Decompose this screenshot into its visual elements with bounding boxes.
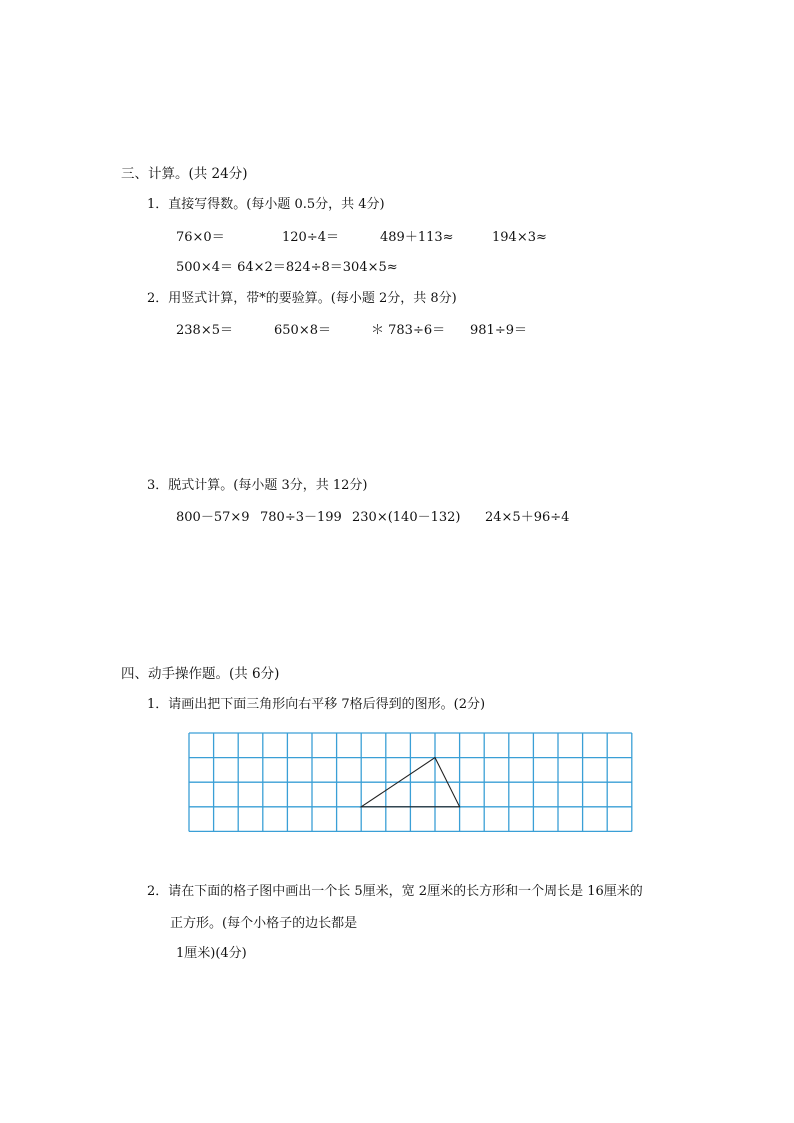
operation-question-2-line: 正方形。(每个小格子的边长都是 [170, 916, 358, 931]
oral-calc-item: 76×0＝ [176, 230, 225, 245]
step-calc-item: 800－57×9 [176, 510, 250, 525]
oral-calc-row: 500×4＝ 64×2＝824÷8＝304×5≈ [176, 260, 398, 275]
oral-calc-item: 489＋113≈ [380, 230, 454, 245]
oral-calc-item: 194×3≈ [492, 230, 547, 245]
vertical-calc-item: ＊ 783÷6＝ [371, 323, 446, 338]
vertical-calc-item: 238×5＝ [176, 323, 233, 338]
question-1-title: 1．直接写得数。(每小题 0.5分，共 4分) [147, 197, 385, 212]
step-calc-item: 230×(140－132) [352, 510, 461, 525]
step-calc-item: 780÷3－199 [260, 510, 342, 525]
translation-grid[interactable] [188, 732, 634, 833]
step-calc-item: 24×5＋96÷4 [485, 510, 570, 525]
oral-calc-item: 120÷4＝ [282, 230, 339, 245]
section-heading-calculation: 三、计算。(共 24分) [121, 166, 248, 182]
operation-question-2-line: 2．请在下面的格子图中画出一个长 5厘米，宽 2厘米的长方形和一个周长是 16厘米的 [147, 884, 643, 899]
operation-question-2-line: 1厘米)(4分) [176, 946, 247, 961]
vertical-calc-item: 650×8＝ [274, 323, 331, 338]
question-2-title: 2．用竖式计算，带*的要验算。(每小题 2分，共 8分) [147, 291, 457, 306]
operation-question-1-title: 1．请画出把下面三角形向右平移 7格后得到的图形。(2分) [147, 697, 486, 712]
section-heading-hands-on: 四、动手操作题。(共 6分) [121, 666, 280, 682]
question-3-title: 3．脱式计算。(每小题 3分，共 12分) [147, 478, 368, 493]
vertical-calc-item: 981÷9＝ [470, 323, 527, 338]
